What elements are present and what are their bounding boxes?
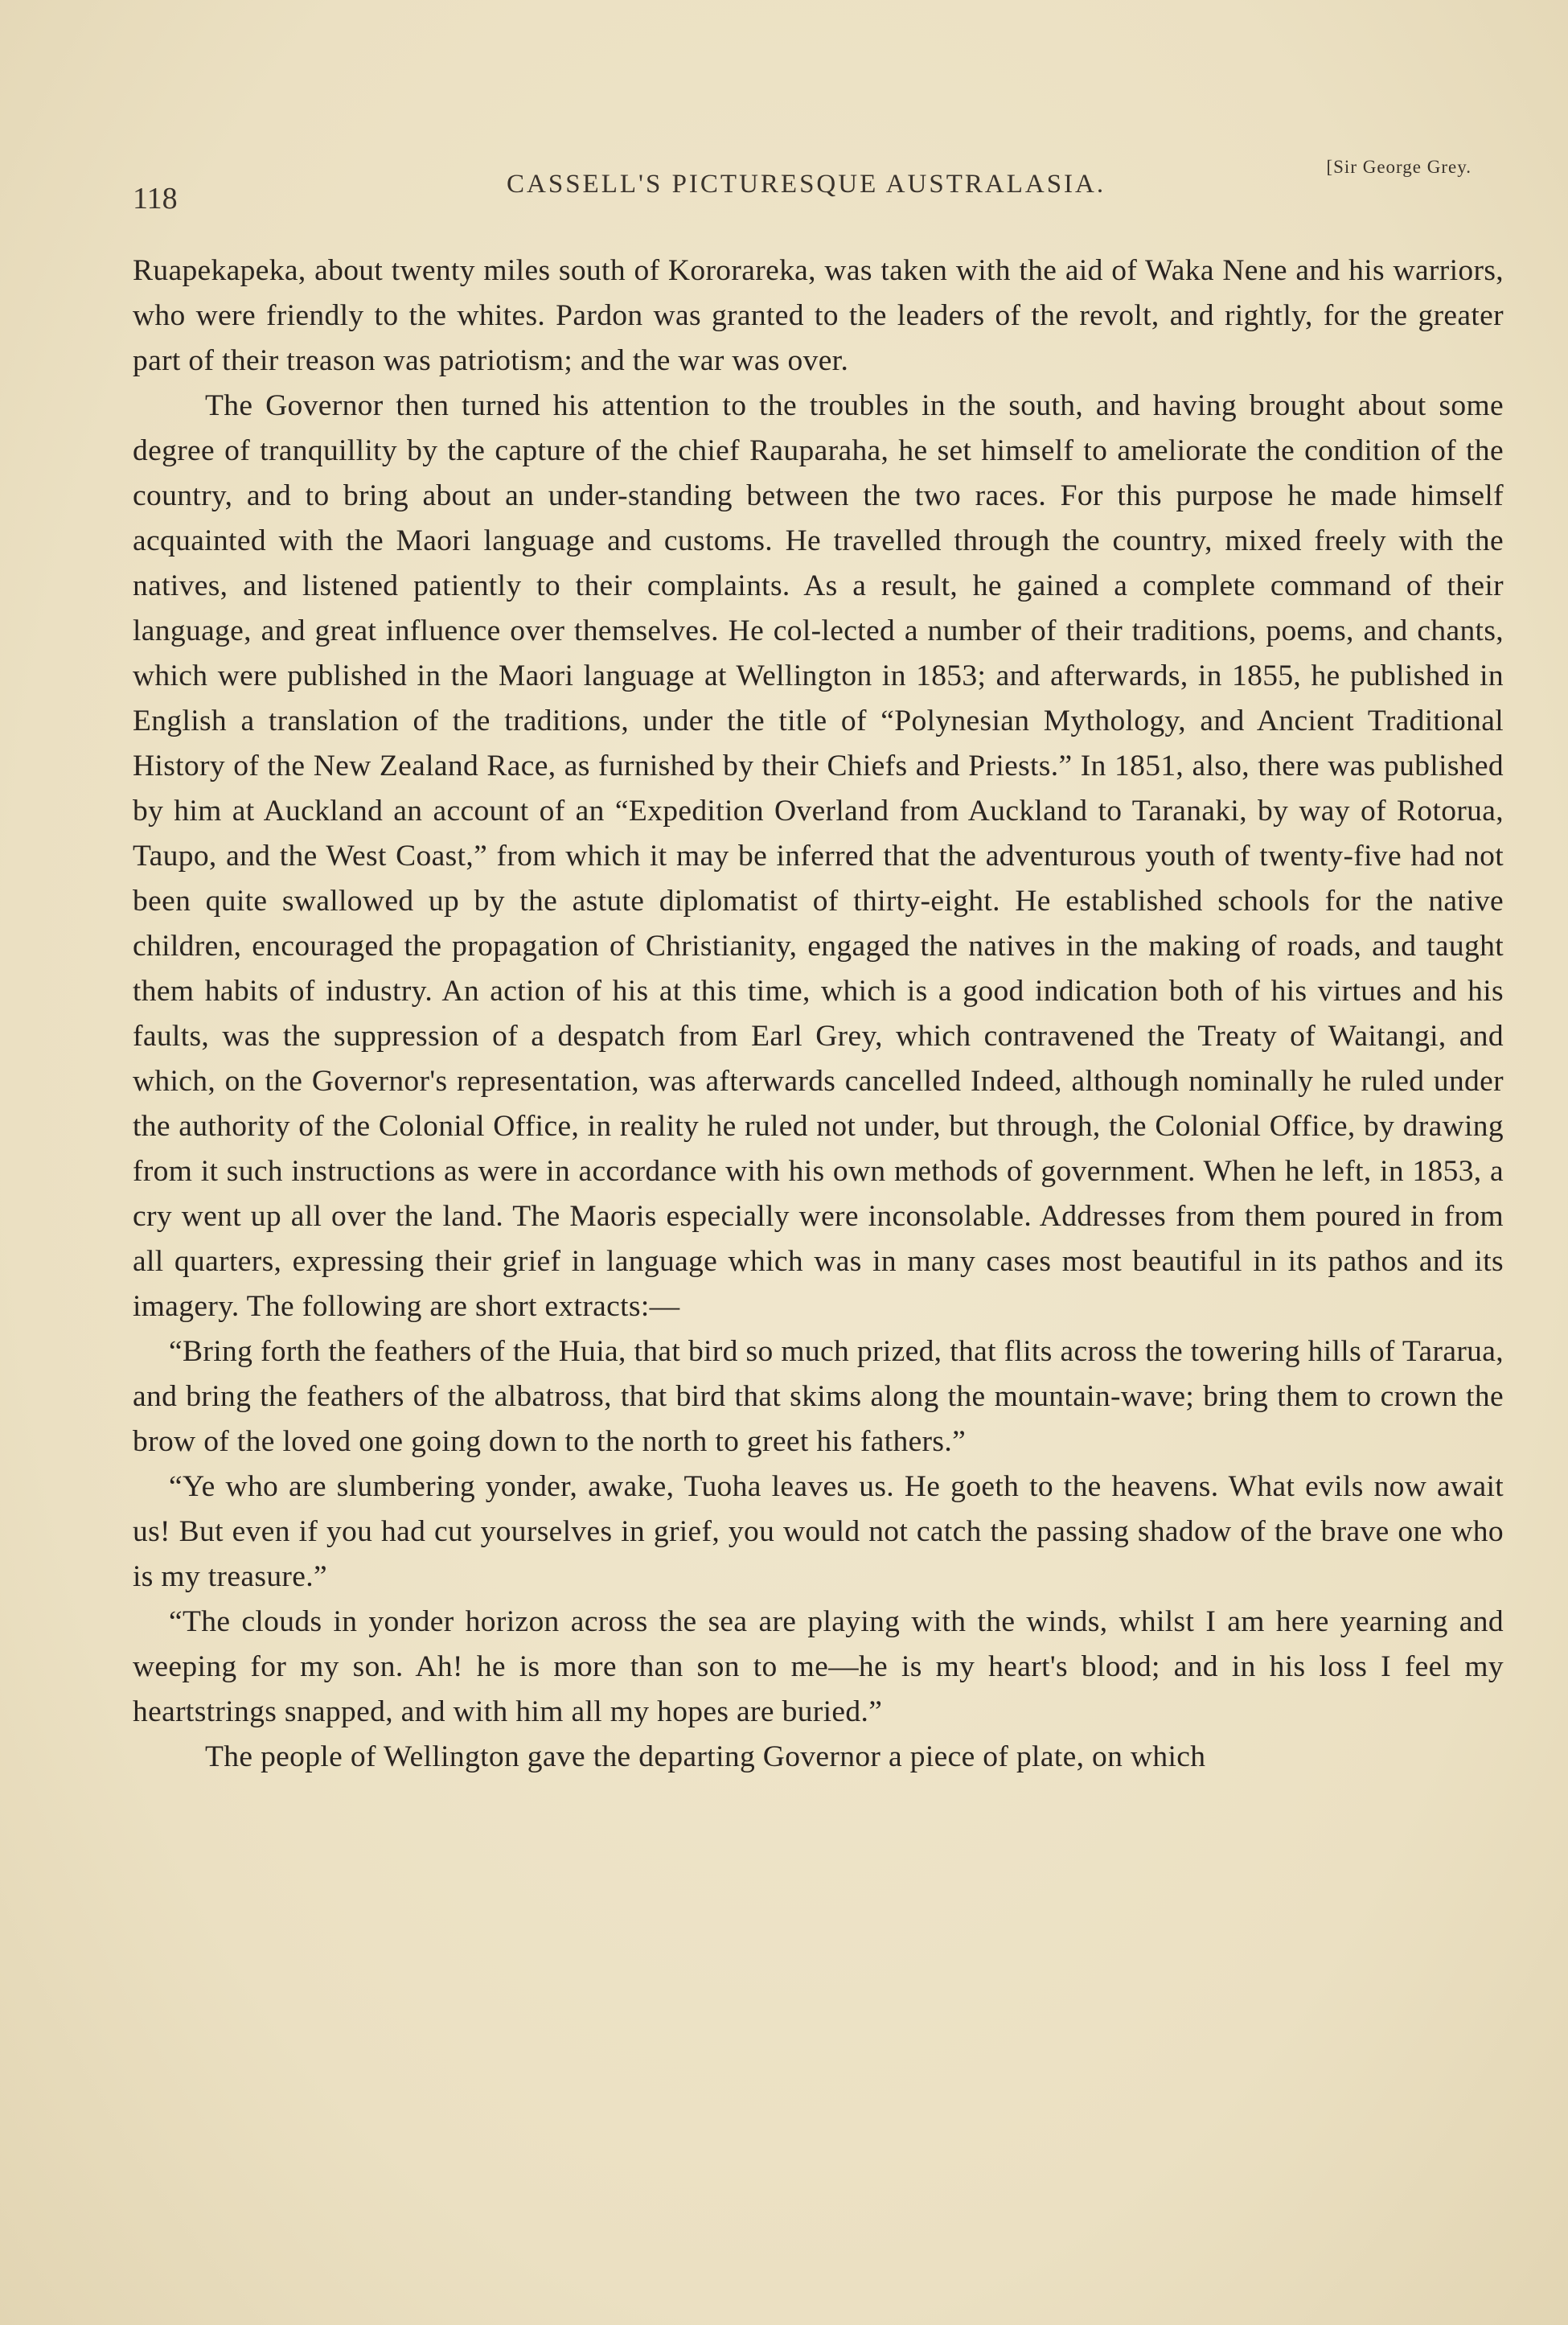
- quote-tuoha: “Ye who are slumbering yonder, awake, Tuoha leaves us. He goeth to the heavens. What evils now await us! But even if you had cut yourselves in grief, you would not catch the passing shadow of the brave one who is my treasure.”: [133, 1470, 1504, 1593]
- quote-huia: “Bring forth the feathers of the Huia, that bird so much prized, that flits across the towering hills of Tararua, and bring the feathers of the albatross, that bird that skims along the mountain-wave; bring them to crown the brow of the loved one going down to the north to greet his fathers.”: [133, 1335, 1504, 1458]
- page-number: 118: [133, 182, 178, 216]
- paragraph-wellington: The people of Wellington gave the departing Governor a piece of plate, on which: [205, 1740, 1206, 1773]
- running-section: [Sir George Grey.: [1326, 157, 1472, 177]
- running-title: CASSELL'S PICTURESQUE AUSTRALASIA.: [507, 170, 1106, 199]
- body-text: [133, 249, 1504, 1780]
- paragraph-governor: The Governor then turned his attention to the troubles in the south, and having brought about some degree of tranquillity by the capture of the chief Rauparaha, he set himself to ameliorate the condition of the country, and to bring about an under-standing between the two races. For this purpose he made himself acquainted with the Maori language and customs. He travelled through the country, mixed freely with the natives, and listened patiently to their complaints. As a result, he gained a complete command of their language, and great influence over themselves. He col-lected a number of their traditions, poems, and chants, which were published in the Maori language at Wellington in 1853; and afterwards, in 1855, he published in English a translation of the traditions, under the title of “Polynesian Mythology, and Ancient Traditional History of the New Zealand Race, as furnished by their Chiefs and Priests.” In 1851, also, there was published by him at Auckland an account of an “Expedition Overland from Auckland to Taranaki, by way of Rotorua, Taupo, and the West Coast,” from which it may be inferred that the adventurous youth of twenty-five had not been quite swallowed up by the astute diplomatist of thirty-eight. He established schools for the native children, encouraged the propagation of Christianity, engaged the natives in the making of roads, and taught them habits of industry. An action of his at this time, which is a good indication both of his virtues and his faults, was the suppression of a despatch from Earl Grey, which contravened the Treaty of Waitangi, and which, on the Governor's representation, was afterwards cancelled Indeed, although nominally he ruled under the authority of the Colonial Office, in reality he ruled not under, but through, the Colonial Office, by drawing from it such instructions as were in accordance with his own methods of government. When he left, in 1853, a cry went up all over the land. The Maoris especially were inconsolable. Addresses from them poured in from all quarters, expressing their grief in language which was in many cases most beautiful in its pathos and its imagery. The following are short extracts:—: [133, 389, 1504, 1323]
- running-header: [133, 157, 1504, 216]
- paragraph-continuation: Ruapekapeka, about twenty miles south of Kororareka, was taken with the aid of Waka Nene and his warriors, who were friendly to the whites. Pardon was granted to the leaders of the revolt, and rightly, for the greater part of their treason was patriotism; and the war was over.: [133, 254, 1504, 377]
- quote-clouds: “The clouds in yonder horizon across the sea are playing with the winds, whilst I am here yearning and weeping for my son. Ah! he is more than son to me—he is my heart's blood; and in his loss I feel my heartstrings snapped, and with him all my hopes are buried.”: [133, 1605, 1504, 1728]
